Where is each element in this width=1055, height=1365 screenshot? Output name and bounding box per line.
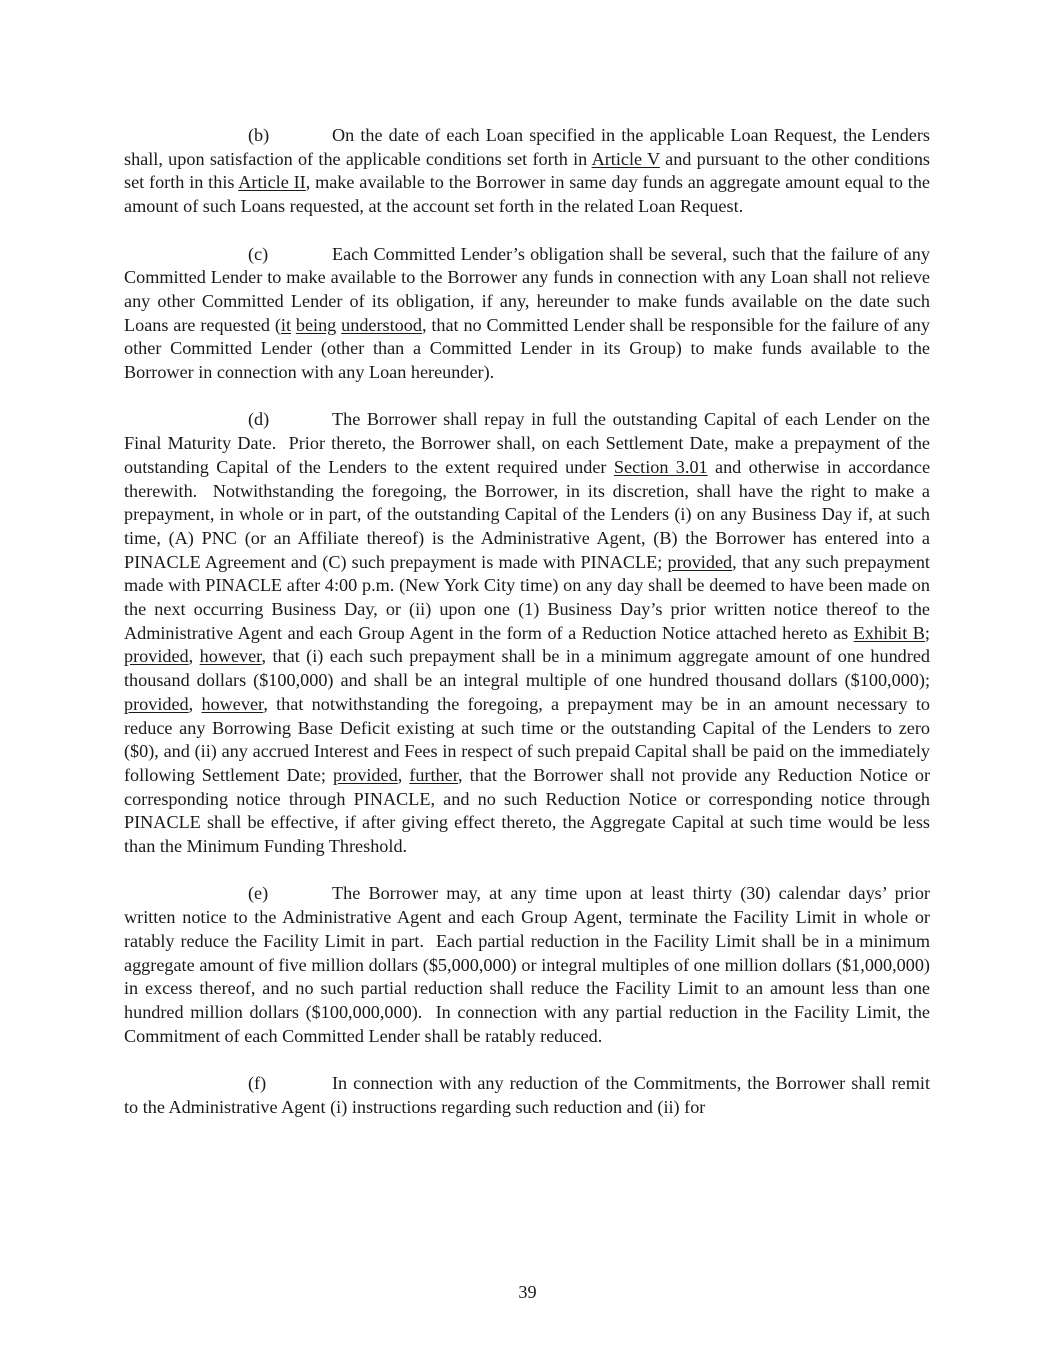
emphasis-term: it: [280, 314, 292, 335]
text-run: The Borrower shall repay in full the outstanding Capital of each Lender on the Final Maturity Date. Prior thereto, the Borrower shall, on each Settlement Date, make a prepayment of the outstanding Capital of the Lenders to the extent required under: [124, 409, 930, 477]
text-run: , that notwithstanding the foregoing, a prepayment may be in an amount necessary to reduce any Borrowing Base Deficit existing at such time or the outstanding Capital of the Lenders to zero ($0), and (ii) any accrued Interest and Fees in respect of such prepaid Capital shall be paid on the immediately following Settlement Date;: [124, 693, 931, 785]
text-run: , that (i) each such prepayment shall be in a minimum aggregate amount of one hundred thousand dollars ($100,000) and shall be an integral multiple of one hundred thousand dollars ($100,000);: [124, 646, 930, 691]
emphasis-term: however: [201, 693, 264, 714]
paragraph-label: (f): [248, 1073, 267, 1094]
text-run: Each Committed Lender’s obligation shall be several, such that the failure of any Committed Lender to make available to the Borrower any funds in connection with any Loan shall not relieve any other Committed Lender of its obligation, if any, hereunder to make funds available on the date such Loans are requested (: [124, 243, 930, 335]
cross-reference-section-3-01: Section 3.01: [613, 456, 708, 477]
paragraph-e: [124, 882, 930, 1048]
text-run: , make available to the Borrower in same day funds an aggregate amount equal to the amount of such Loans requested, at the account set forth in the related Loan Request.: [124, 172, 930, 217]
document-body: [124, 124, 930, 1143]
emphasis-term: being: [295, 314, 337, 335]
paragraph-d: [124, 408, 930, 858]
text-run: On the date of each Loan specified in the applicable Loan Request, the Lenders shall, upon satisfaction of the applicable conditions set forth in: [124, 125, 930, 169]
paragraph-label: (e): [248, 883, 269, 904]
paragraph-label: (d): [248, 409, 270, 430]
text-run: and otherwise in accordance therewith. Notwithstanding the foregoing, the Borrower, in its discretion, shall have the right to make a prepayment, in whole or in part, of the outstanding Capital of the Lenders (i) on any Business Day if, at such time, (A) PNC (or an Affiliate thereof) is the Administrative Agent, (B) the Borrower has entered into a PINACLE Agreement and (C) such prepayment is made with PINACLE;: [124, 456, 931, 572]
cross-reference-exhibit-b: Exhibit B: [853, 622, 925, 643]
text-run: , that the Borrower shall not provide any Reduction Notice or corresponding notice through PINACLE, and no such Reduction Notice or corresponding notice through PINACLE shall be effective, if after giving effect thereto, the Aggregate Capital at such time would be less than the Minimum Funding Threshold.: [124, 764, 930, 857]
paragraph-f: [124, 1072, 930, 1119]
emphasis-term: provided: [124, 693, 189, 714]
paragraph-label: (c): [248, 243, 269, 264]
emphasis-term: understood: [341, 314, 422, 335]
text-run: , that any such prepayment made with PINACLE after 4:00 p.m. (New York City time) on any day shall be deemed to have been made on the next occurring Business Day, or (ii) upon one (1) Business Day’s prior written notice thereof to the Administrative Agent and each Group Agent in the form of a Reduction Notice attached hereto as: [124, 551, 930, 643]
paragraph-label: (b): [248, 125, 270, 145]
emphasis-term: provided: [124, 646, 189, 667]
emphasis-term: however: [199, 646, 262, 667]
paragraph-c: [124, 243, 930, 385]
emphasis-term: further: [409, 764, 459, 785]
text-run: ,: [188, 646, 200, 667]
text-run: The Borrower may, at any time upon at least thirty (30) calendar days’ prior written notice to the Administrative Agent and each Group Agent, terminate the Facility Limit in whole or ratably reduce the Facility Limit in part. Each partial reduction in the Facility Limit shall be in a minimum aggregate amount of five million dollars ($5,000,000) or integral multiples of one million dollars ($1,000,000) in excess thereof, and no such partial reduction shall reduce the Facility Limit to an amount less than one hundred million dollars ($100,000,000). In connection with any partial reduction in the Facility Limit, the Commitment of each Committed Lender shall be ratably reduced.: [124, 883, 930, 1046]
text-run: , that no Committed Lender shall be responsible for the failure of any other Committed Lender (other than a Committed Lender in its Group) to make funds available to the Borrower in connection with any Loan hereunder).: [124, 314, 930, 383]
emphasis-term: provided: [667, 551, 733, 572]
emphasis-term: provided: [333, 764, 398, 785]
text-run: and pursuant to the other conditions set forth in this: [124, 148, 930, 193]
cross-reference-article-ii: Article II: [238, 172, 306, 193]
text-run: ,: [397, 764, 410, 785]
page-number: 39: [518, 1282, 537, 1302]
text-run: In connection with any reduction of the Commitments, the Borrower shall remit to the Administrative Agent (i) instructions regarding such reduction and (ii) for: [124, 1073, 930, 1117]
text-run: ;: [924, 622, 930, 643]
paragraph-b: [124, 124, 930, 219]
cross-reference-article-v: Article V: [591, 148, 660, 169]
text-run: ,: [188, 693, 202, 714]
